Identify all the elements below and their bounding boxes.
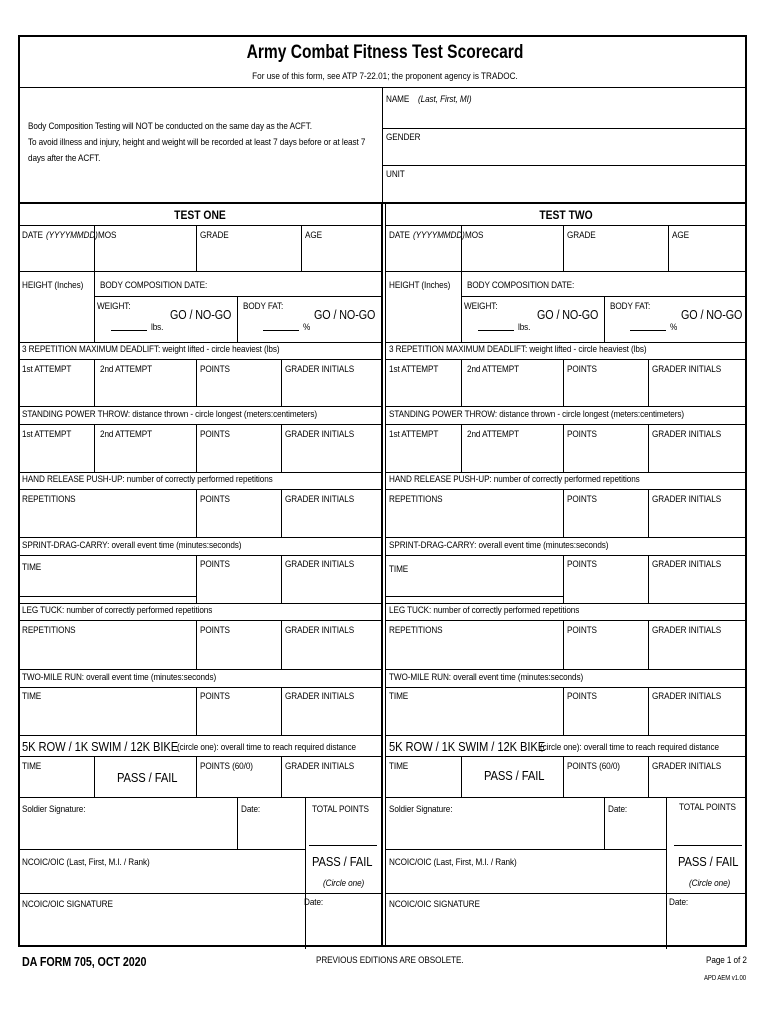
t1-line-o	[19, 687, 381, 688]
t2-hrp-v2	[563, 489, 564, 537]
t1-hrp-header: HAND RELEASE PUSH-UP: number of correctly performed repetitions	[22, 474, 273, 485]
t2-pct-label: %	[670, 322, 678, 333]
t1-sdc-v3	[281, 555, 282, 603]
t1-date-hint: (YYYYMMDD)	[46, 230, 98, 241]
t1-line-m	[19, 620, 381, 621]
t2-mdl-1st-label: 1st ATTEMPT	[389, 364, 439, 375]
t2-line-f	[386, 406, 746, 407]
t1-v4	[94, 271, 95, 342]
t1-line-a	[19, 225, 381, 226]
t2-line-t	[386, 893, 746, 894]
t1-hrp-v3	[281, 489, 282, 537]
t2-spt-header: STANDING POWER THROW: distance thrown - circle longest (meters:centimeters)	[389, 409, 685, 420]
t1-lbs-label: lbs.	[151, 322, 164, 333]
t1-mdl-points-label: POINTS	[200, 364, 230, 375]
t1-sig-v2	[305, 797, 306, 949]
t1-line-l	[19, 603, 381, 604]
t1-line-n	[19, 669, 381, 670]
t1-alt-desc: (circle one): overall time to reach required distance	[177, 742, 356, 753]
t2-spt-points-label: POINTS	[567, 429, 597, 440]
t2-age-label: AGE	[672, 230, 689, 241]
t2-sdc-time-label: TIME	[389, 564, 409, 575]
t1-mdl-grader-label: GRADER INITIALS	[285, 364, 355, 375]
page-number: Page 1 of 2	[706, 955, 747, 966]
t2-run-v3	[648, 687, 649, 735]
t2-mdl-v2	[563, 359, 564, 406]
t2-sig-v1	[604, 797, 605, 849]
t2-line-b	[386, 271, 746, 272]
t1-alt-points-label: POINTS (60/0)	[200, 761, 253, 772]
t1-spt-v3	[281, 424, 282, 472]
t2-hrp-reps-label: REPETITIONS	[389, 494, 443, 505]
t1-pct-label: %	[303, 322, 311, 333]
t1-ltk-reps-label: REPETITIONS	[22, 625, 76, 636]
t1-ltk-grader-label: GRADER INITIALS	[285, 625, 355, 636]
t1-sdc-header: SPRINT-DRAG-CARRY: overall event time (minutes:seconds)	[22, 540, 242, 551]
t2-ltk-grader-label: GRADER INITIALS	[652, 625, 722, 636]
t2-circle-one: (Circle one)	[689, 878, 731, 889]
gender-label: GENDER	[386, 132, 421, 143]
unit-label: UNIT	[386, 169, 405, 180]
t2-bodycomp-date-label: BODY COMPOSITION DATE:	[467, 280, 575, 291]
t1-spt-v1	[94, 424, 95, 472]
t1-run-v3	[281, 687, 282, 735]
t1-alt-time-label: TIME	[22, 761, 42, 772]
t2-mdl-points-label: POINTS	[567, 364, 597, 375]
t2-spt-v3	[648, 424, 649, 472]
t2-date-hint: (YYYYMMDD)	[413, 230, 465, 241]
t1-mdl-header: 3 REPETITION MAXIMUM DEADLIFT: weight lifted - circle heaviest (lbs)	[22, 344, 280, 355]
t2-line-d	[386, 342, 746, 343]
t1-sdc-grader-label: GRADER INITIALS	[285, 559, 355, 570]
t1-hrp-reps-label: REPETITIONS	[22, 494, 76, 505]
t2-line-g	[386, 424, 746, 425]
t1-spt-1st-label: 1st ATTEMPT	[22, 429, 72, 440]
t1-alt-pass-fail[interactable]: PASS / FAIL	[117, 770, 178, 785]
t2-line-a	[386, 225, 746, 226]
t1-line-k	[19, 555, 381, 556]
t1-alt-v3	[281, 756, 282, 797]
t2-mos-label: MOS	[465, 230, 484, 241]
t1-line-d	[19, 342, 381, 343]
t1-run-grader-label: GRADER INITIALS	[285, 691, 355, 702]
test-columns-divider	[381, 204, 383, 947]
t2-ltk-v2	[563, 620, 564, 669]
previous-editions-note: PREVIOUS EDITIONS ARE OBSOLETE.	[316, 955, 464, 966]
t1-mdl-v1	[94, 359, 95, 406]
t1-spt-v2	[196, 424, 197, 472]
t1-bodyfat-blank	[263, 330, 299, 331]
unit-field[interactable]	[383, 165, 746, 202]
t2-line-o	[386, 687, 746, 688]
t2-ltk-points-label: POINTS	[567, 625, 597, 636]
t1-spt-header: STANDING POWER THROW: distance thrown - circle longest (meters:centimeters)	[22, 409, 318, 420]
t2-v3	[668, 225, 669, 271]
t2-sig-date-label: Date:	[608, 804, 628, 815]
t1-total-points-line	[309, 845, 377, 846]
info-note-1: Body Composition Testing will NOT be conducted on the same day as the ACFT.	[28, 121, 312, 132]
t1-soldier-signature-label: Soldier Signature:	[22, 804, 86, 815]
t2-ncoic-signature-label: NCOIC/OIC SIGNATURE	[389, 899, 480, 910]
t2-date-label: DATE	[389, 230, 410, 241]
t2-line-s	[386, 849, 666, 850]
t1-mdl-v2	[196, 359, 197, 406]
t1-alt-v1	[94, 756, 95, 797]
t2-alt-time-label: TIME	[389, 761, 409, 772]
t1-line-f	[19, 406, 381, 407]
t1-date-label: DATE	[22, 230, 43, 241]
t2-alt-events[interactable]: 5K ROW / 1K SWIM / 12K BIKE	[389, 739, 546, 754]
test-two-column	[386, 204, 746, 947]
t1-ncoic-label: NCOIC/OIC (Last, First, M.I. / Rank)	[22, 857, 150, 868]
t1-line-j	[19, 537, 381, 538]
t1-v5	[237, 296, 238, 342]
t2-line-n	[386, 669, 746, 670]
t2-line-e	[386, 359, 746, 360]
t2-mdl-2nd-label: 2nd ATTEMPT	[467, 364, 520, 375]
t1-height-label: HEIGHT (Inches)	[22, 280, 84, 291]
t1-total-pass-fail[interactable]: PASS / FAIL	[312, 854, 373, 869]
t1-weight-go-nogo[interactable]: GO / NO-GO	[170, 308, 232, 322]
t2-alt-v2	[563, 756, 564, 797]
t1-sdc-time-line	[19, 596, 196, 597]
t1-sdc-v2	[196, 555, 197, 603]
t1-line-q	[19, 756, 381, 757]
t1-bodyfat-label: BODY FAT:	[243, 301, 284, 312]
t2-spt-1st-label: 1st ATTEMPT	[389, 429, 439, 440]
t2-sdc-time-line	[386, 596, 563, 597]
t2-sig-v2	[666, 797, 667, 949]
t1-weight-label: WEIGHT:	[97, 301, 131, 312]
t2-spt-v2	[563, 424, 564, 472]
t2-total-pass-fail[interactable]: PASS / FAIL	[678, 854, 739, 869]
t2-weight-label: WEIGHT:	[464, 301, 498, 312]
t2-weight-go-nogo[interactable]: GO / NO-GO	[537, 308, 599, 322]
t2-hrp-points-label: POINTS	[567, 494, 597, 505]
t1-ltk-v3	[281, 620, 282, 669]
t2-sdc-v2	[563, 555, 564, 603]
name-label: NAME	[386, 94, 410, 105]
t2-line-q	[386, 756, 746, 757]
t2-line-k	[386, 555, 746, 556]
t1-ltk-header: LEG TUCK: number of correctly performed repetitions	[22, 605, 213, 616]
t1-line-t	[19, 893, 381, 894]
t2-run-grader-label: GRADER INITIALS	[652, 691, 722, 702]
t2-ltk-reps-label: REPETITIONS	[389, 625, 443, 636]
t1-line-g	[19, 424, 381, 425]
t1-line-p	[19, 735, 381, 736]
t1-weight-blank	[111, 330, 147, 331]
t2-height-label: HEIGHT (Inches)	[389, 280, 451, 291]
t1-line-e	[19, 359, 381, 360]
t2-bodyfat-blank	[630, 330, 666, 331]
t2-sdc-v3	[648, 555, 649, 603]
t1-line-s	[19, 849, 305, 850]
t2-run-time-label: TIME	[389, 691, 409, 702]
t2-alt-v1	[461, 756, 462, 797]
test-two-title: TEST TWO	[539, 208, 593, 222]
form-number: DA FORM 705, OCT 2020	[22, 955, 147, 969]
t1-spt-2nd-label: 2nd ATTEMPT	[100, 429, 153, 440]
t2-weight-blank	[478, 330, 514, 331]
t1-mos-label: MOS	[98, 230, 117, 241]
t1-age-label: AGE	[305, 230, 322, 241]
t2-alt-pass-fail[interactable]: PASS / FAIL	[484, 768, 545, 783]
t1-alt-grader-label: GRADER INITIALS	[285, 761, 355, 772]
t2-bodyfat-label: BODY FAT:	[610, 301, 651, 312]
t1-spt-points-label: POINTS	[200, 429, 230, 440]
t1-run-v2	[196, 687, 197, 735]
t2-line-j	[386, 537, 746, 538]
t1-ncoic-signature-label: NCOIC/OIC SIGNATURE	[22, 899, 113, 910]
t2-v1	[461, 225, 462, 271]
form-subtitle: For use of this form, see ATP 7-22.01; the proponent agency is TRADOC.	[252, 71, 518, 82]
t1-line-i	[19, 489, 381, 490]
info-note-2: To avoid illness and injury, height and weight will be recorded at least 7 days before or at least 7	[28, 137, 366, 148]
t1-grade-label: GRADE	[200, 230, 229, 241]
t1-ltk-points-label: POINTS	[200, 625, 230, 636]
t1-alt-v2	[196, 756, 197, 797]
t1-v2	[196, 225, 197, 271]
t2-v4	[461, 271, 462, 342]
t1-hrp-v2	[196, 489, 197, 537]
t1-ltk-v2	[196, 620, 197, 669]
t2-spt-2nd-label: 2nd ATTEMPT	[467, 429, 520, 440]
t2-total-points-line	[674, 845, 742, 846]
name-hint: (Last, First, MI)	[418, 94, 472, 105]
t2-run-header: TWO-MILE RUN: overall event time (minutes:seconds)	[389, 672, 584, 683]
t2-line-l	[386, 603, 746, 604]
t2-line-h	[386, 472, 746, 473]
t1-line-r	[19, 797, 381, 798]
t2-run-points-label: POINTS	[567, 691, 597, 702]
t1-bodycomp-date-label: BODY COMPOSITION DATE:	[100, 280, 208, 291]
test-one-column	[19, 204, 381, 947]
t1-v1	[94, 225, 95, 271]
t2-ltk-v3	[648, 620, 649, 669]
t1-mdl-1st-label: 1st ATTEMPT	[22, 364, 72, 375]
t2-mdl-v1	[461, 359, 462, 406]
t1-line-b	[19, 271, 381, 272]
t2-mdl-grader-label: GRADER INITIALS	[652, 364, 722, 375]
name-field[interactable]	[383, 88, 746, 128]
t2-hrp-grader-label: GRADER INITIALS	[652, 494, 722, 505]
t2-run-v2	[563, 687, 564, 735]
t1-hrp-grader-label: GRADER INITIALS	[285, 494, 355, 505]
t2-total-points-label: TOTAL POINTS	[679, 802, 736, 813]
t2-mdl-header: 3 REPETITION MAXIMUM DEADLIFT: weight lifted - circle heaviest (lbs)	[389, 344, 647, 355]
t2-alt-points-label: POINTS (60/0)	[567, 761, 620, 772]
t1-mdl-v3	[281, 359, 282, 406]
t2-alt-v3	[648, 756, 649, 797]
t2-grade-label: GRADE	[567, 230, 596, 241]
t2-hrp-header: HAND RELEASE PUSH-UP: number of correctly performed repetitions	[389, 474, 640, 485]
t1-run-header: TWO-MILE RUN: overall event time (minutes:seconds)	[22, 672, 217, 683]
t1-run-time-label: TIME	[22, 691, 42, 702]
t1-bodyfat-go-nogo[interactable]: GO / NO-GO	[314, 308, 376, 322]
t2-line-p	[386, 735, 746, 736]
t1-mdl-2nd-label: 2nd ATTEMPT	[100, 364, 153, 375]
t2-hrp-v3	[648, 489, 649, 537]
t1-spt-grader-label: GRADER INITIALS	[285, 429, 355, 440]
t2-v5	[604, 296, 605, 342]
t2-alt-desc: (circle one): overall time to reach required distance	[540, 742, 719, 753]
t2-mdl-v3	[648, 359, 649, 406]
t1-line-h	[19, 472, 381, 473]
t1-total-points-label: TOTAL POINTS	[312, 804, 369, 815]
t1-sig-v1	[237, 797, 238, 849]
form-title: Army Combat Fitness Test Scorecard	[246, 42, 524, 63]
t2-lbs-label: lbs.	[518, 322, 531, 333]
t2-line-m	[386, 620, 746, 621]
gender-field[interactable]	[383, 128, 746, 164]
version-label: APD AEM v1.00	[704, 975, 747, 982]
t1-ncoic-date-label: Date:	[304, 897, 324, 908]
test-one-title: TEST ONE	[174, 208, 226, 222]
t2-spt-v1	[461, 424, 462, 472]
info-note-3: days after the ACFT.	[28, 153, 101, 164]
t2-ltk-header: LEG TUCK: number of correctly performed repetitions	[389, 605, 580, 616]
t1-run-points-label: POINTS	[200, 691, 230, 702]
t2-line-i	[386, 489, 746, 490]
t2-bodyfat-go-nogo[interactable]: GO / NO-GO	[681, 308, 743, 322]
t2-v2	[563, 225, 564, 271]
t2-ncoic-date-label: Date:	[669, 897, 689, 908]
t1-circle-one: (Circle one)	[323, 878, 365, 889]
t2-sdc-header: SPRINT-DRAG-CARRY: overall event time (minutes:seconds)	[389, 540, 609, 551]
t1-sdc-points-label: POINTS	[200, 559, 230, 570]
t1-sig-date-label: Date:	[241, 804, 261, 815]
t2-sdc-grader-label: GRADER INITIALS	[652, 559, 722, 570]
t2-ncoic-label: NCOIC/OIC (Last, First, M.I. / Rank)	[389, 857, 517, 868]
t2-soldier-signature-label: Soldier Signature:	[389, 804, 453, 815]
t2-alt-grader-label: GRADER INITIALS	[652, 761, 722, 772]
t2-spt-grader-label: GRADER INITIALS	[652, 429, 722, 440]
t2-line-r	[386, 797, 746, 798]
t1-hrp-points-label: POINTS	[200, 494, 230, 505]
t1-v3	[301, 225, 302, 271]
t1-alt-events[interactable]: 5K ROW / 1K SWIM / 12K BIKE	[22, 739, 179, 754]
t2-sdc-points-label: POINTS	[567, 559, 597, 570]
t1-sdc-time-label: TIME	[22, 562, 42, 573]
